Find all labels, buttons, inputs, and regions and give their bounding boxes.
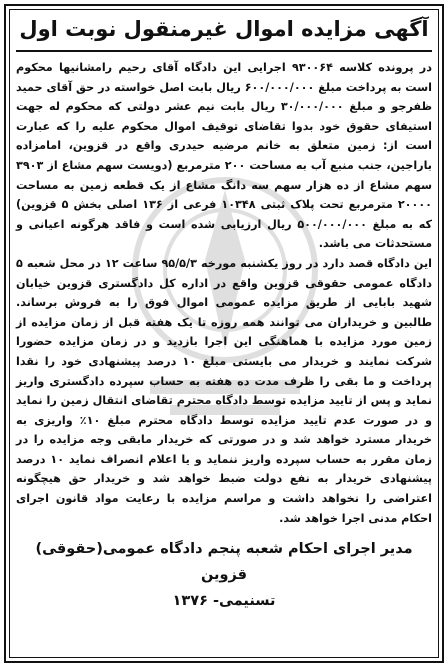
signature-title: مدیر اجرای احکام شعبه پنجم دادگاه عمومی(حقوقی) قزوین (35, 541, 413, 584)
notice-paragraph-1: در پرونده کلاسه ۹۳۰۰۶۴ اجرایی این دادگاه آقای رحیم رامشانیها محکوم است به پرداخت مبلغ ۶۰۰/۰۰۰/۰۰۰ ریال بابت اصل خواسته در حق آقای حمید ظفرجو و مبلغ ۳۰/۰۰۰/۰۰۰ ریال بابت نیم عشر دولتی که محکوم له جهت استیفای حقوق خود بدوا تقاضای توقیف اموال محکوم علیه را که عبارت است از: زمین متعلق به خانم مرضیه حیدری واقع در قزوین، امامزاده باراجین، جنب منبع آب به مساحت ۲۰۰ مترمربع (دویست سهم مشاع از ۳۹۰۳ سهم مشاع از ده هزار سهم سه دانگ مشاع از یک قطعه زمین به مساحت ۲۰۰۰۰ مترمربع تحت پلاک ثبتی ۱۰۳۴۸ فرعی از ۱۳۶ اصلی بخش ۵ قزوین) که به مبلغ ۵۰۰/۰۰۰/۰۰۰ ریال ارزیابی شده است و فاقد هرگونه اعیانی و مستحدثات می باشد. (16, 61, 433, 251)
signature-name: تسنیمی- ۱۳۷۶ (172, 593, 276, 610)
notice-paragraph-2: این دادگاه قصد دارد در روز یکشنبه مورخه ۹۵/۵/۳ ساعت ۱۲ در محل شعبه ۵ دادگاه عمومی حقوقی قزوین واقع در اداره کل دادگستری قزوین خیابان شهید بابایی از طریق مزایده عمومی اموال فوق را به فروش برساند. طالبین و خریداران می توانند همه روزه تا یک هفته قبل از زمان مزایده از زمین مورد مزایده با هماهنگی این اجرا بازدید و در زمان مزایده حضورا شرکت نمایند و خریدار می بایستی مبلغ ۱۰ درصد پیشنهادی خود را نقدا پرداخت و ما بقی را ظرف مدت ده هفته به حساب سپرده دادگستری واریز نماید و پس از تایید مزایده توسط دادگاه محترم تقاضای انتقال زمین را نماید و در صورت عدم تایید مزایده توسط دادگاه محترم مبلغ ۱۰٪ واریزی به خریدار مسترد خواهد شد و در صورتی که خریدار مابقی وجه مزایده را در زمان مقرر به حساب سپرده واریز ننماید و یا اعلام انصراف نماید ۱۰ درصد پیشنهادی خریدار به نفع دولت ضبط خواهد شد و خریدار حق هیچگونه اعتراضی را نخواهد داشت و مراسم مزایده با رعایت مواد قانون اجرای احکام مدنی اجرا خواهد شد. (16, 256, 433, 525)
notice-title: آگهی مزایده اموال غیرمنقول نوبت اول (16, 14, 432, 52)
notice-body (16, 58, 432, 528)
signature-block (16, 536, 432, 614)
notice-content (16, 14, 432, 614)
